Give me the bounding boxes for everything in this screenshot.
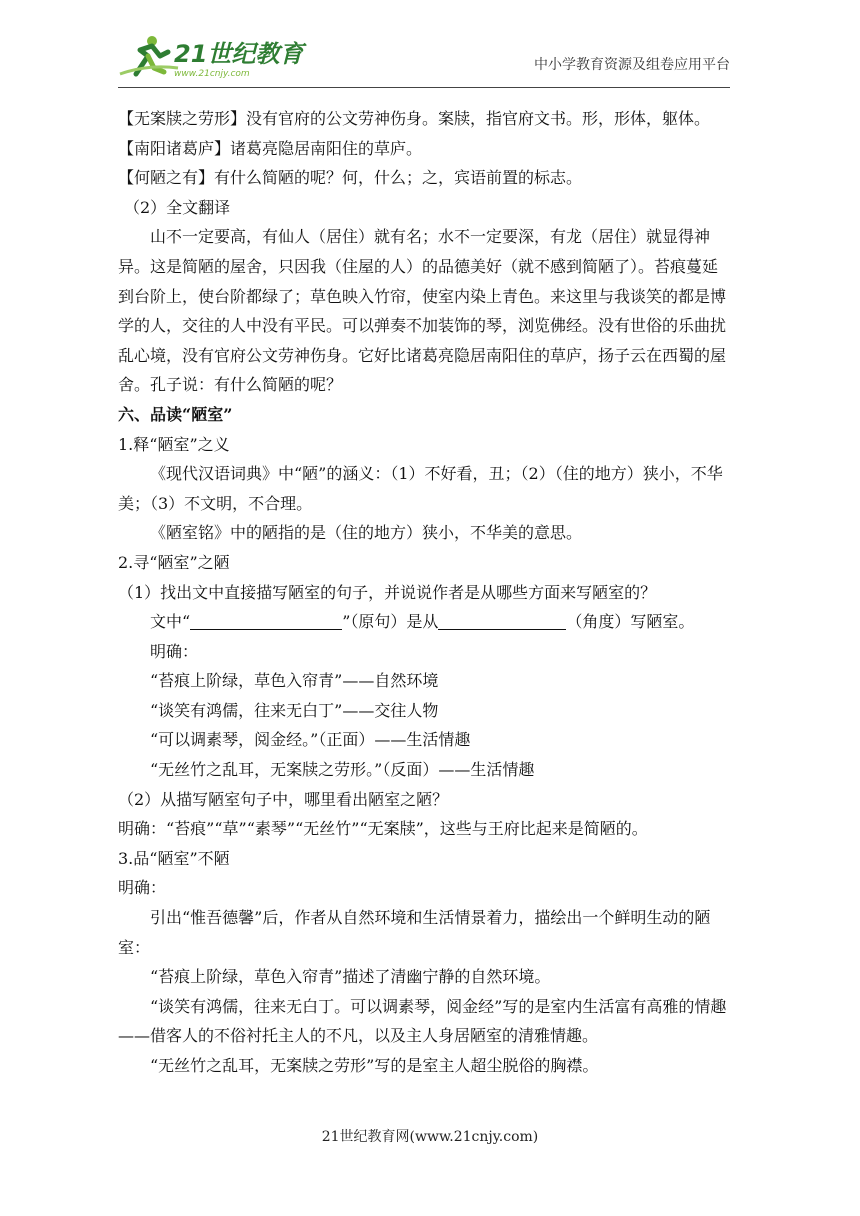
logo-url: www.21cnjy.com bbox=[174, 69, 250, 79]
question-line: （1）找出文中直接描写陋室的句子，并说说作者是从哪些方面来写陋室的？ bbox=[118, 582, 657, 602]
subsection-title: 2.寻“陋室”之陋 bbox=[118, 552, 230, 572]
page-footer: 21世纪教育网(www.21cnjy.com) bbox=[321, 1129, 539, 1145]
blank-original-sentence[interactable] bbox=[190, 613, 342, 630]
question-line: （2）从描写陋室句子中，哪里看出陋室之陋？ bbox=[118, 789, 449, 809]
subsection-title: （2）全文翻译 bbox=[124, 197, 231, 217]
answer-line: “可以调素琴，阅金经。”（正面）——生活情趣 bbox=[150, 730, 471, 750]
answer-line: 明确：“苔痕”“草”“素琴”“无丝竹”“无案牍”，这些与王府比起来是简陋的。 bbox=[118, 819, 648, 839]
fill-in-line: 文中“ ”（原句）是从 （角度）写陋室。 bbox=[150, 612, 695, 632]
answer-line: “谈笑有鸿儒，往来无白丁”——交往人物 bbox=[150, 700, 439, 720]
logo-text: 21世纪教育 bbox=[174, 40, 304, 68]
page-header bbox=[118, 30, 730, 90]
answer-label: 明确： bbox=[150, 641, 199, 661]
header-platform-name: 中小学教育资源及组卷应用平台 bbox=[534, 57, 730, 73]
answer-label: 明确： bbox=[118, 878, 167, 898]
header-divider bbox=[118, 87, 730, 88]
logo-runner-icon bbox=[118, 34, 304, 79]
document-body bbox=[118, 104, 730, 1081]
note-line: 【南阳诸葛庐】诸葛亮隐居南阳住的草庐。 bbox=[118, 138, 423, 158]
answer-line: “无丝竹之乱耳，无案牍之劳形。”（反面）——生活情趣 bbox=[150, 760, 535, 780]
subsection-title: 3.品“陋室”不陋 bbox=[118, 848, 230, 868]
translation-paragraph: 山不一定要高，有仙人（居住）就有名；水不一定要深，有龙（居住）就显得神异。这是简陋的屋舍，只因我（住屋的人）的品德美好（就不感到简陋了）。苔痕蔓延到台阶上，使台阶都绿了；草色映入竹帘，使室内染上青色。来这里与我谈笑的都是博学的人，交往的人中没有平民。可以弹奏不加装饰的琴，浏览佛经。没有世俗的乐曲扰乱心境，没有官府公文劳神伤身。它好比诸葛亮隐居南阳住的草庐，扬子云在西蜀的屋舍。孔子说：有什么简陋的呢？ bbox=[118, 227, 727, 395]
subsection-title: 1.释“陋室”之义 bbox=[118, 434, 230, 454]
analysis-paragraph: “苔痕上阶绿，草色入帘青”描述了清幽宁静的自然环境。 bbox=[150, 967, 551, 987]
analysis-paragraph: 引出“惟吾德馨”后，作者从自然环境和生活情景着力，描绘出一个鲜明生动的陋室： bbox=[118, 908, 711, 957]
analysis-paragraph: “谈笑有鸿儒，往来无白丁。可以调素琴，阅金经”写的是室内生活富有高雅的情趣——借客人的不俗衬托主人的不凡，以及主人身居陋室的清雅情趣。 bbox=[118, 996, 727, 1046]
note-line: 【无案牍之劳形】没有官府的公文劳神伤身。案牍，指官府文书。形，形体，躯体。 bbox=[118, 109, 711, 128]
note-line: 【何陋之有】有什么简陋的呢？何，什么；之，宾语前置的标志。 bbox=[118, 168, 583, 188]
blank-angle[interactable] bbox=[438, 613, 566, 630]
analysis-paragraph: “无丝竹之乱耳，无案牍之劳形”写的是室主人超尘脱俗的胸襟。 bbox=[150, 1056, 599, 1075]
definition-paragraph: 《现代汉语词典》中“陋”的涵义：（1）不好看，丑；（2）（住的地方）狭小，不华美；（3）不文明，不合理。 bbox=[118, 464, 723, 513]
section-heading: 六、品读“陋室” bbox=[118, 404, 233, 424]
paragraph: 《陋室铭》中的陋指的是（住的地方）狭小，不华美的意思。 bbox=[150, 523, 583, 543]
answer-line: “苔痕上阶绿，草色入帘青”——自然环境 bbox=[150, 671, 439, 691]
